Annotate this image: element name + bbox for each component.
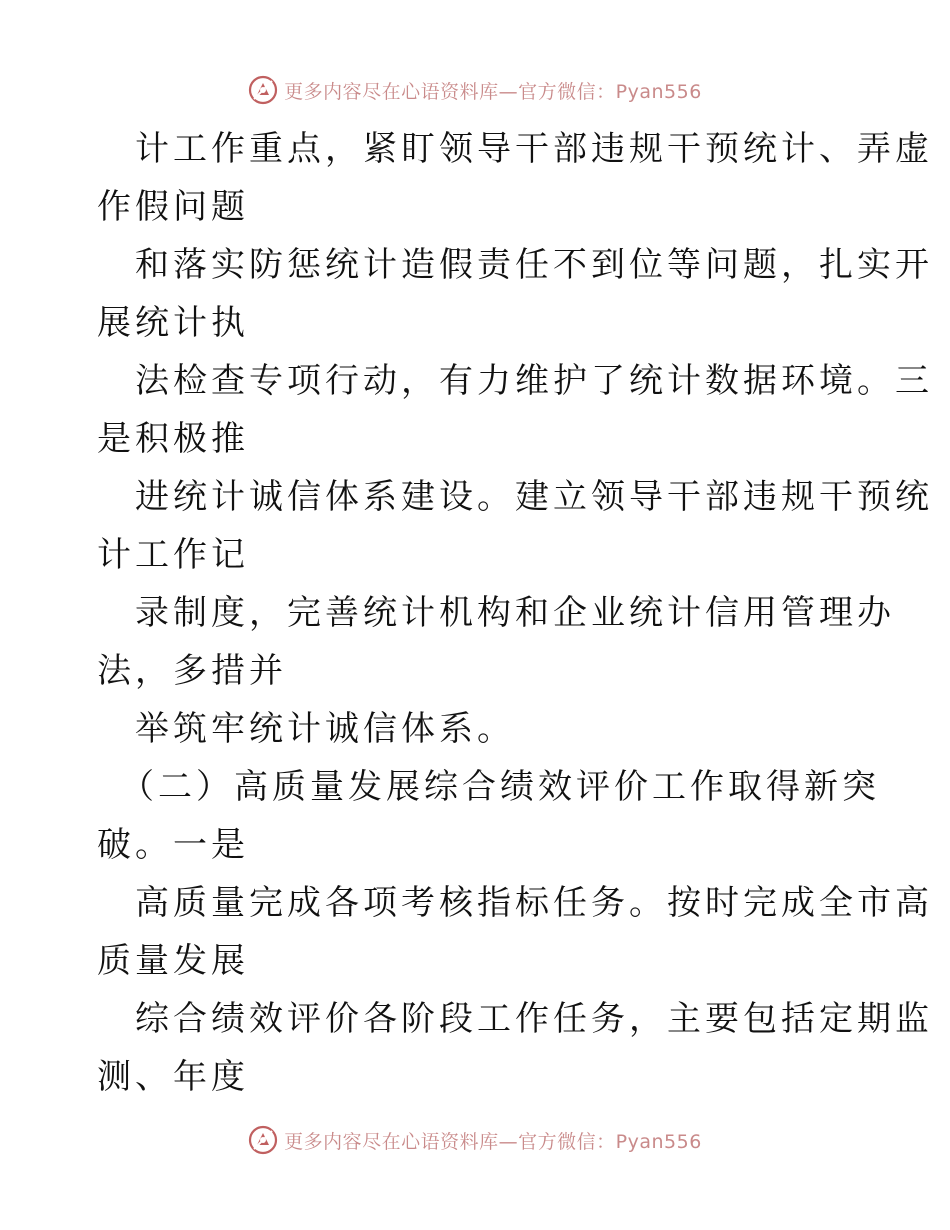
paragraph-4 xyxy=(0,468,950,584)
text-line: 作假问题 xyxy=(97,187,249,227)
text-line: 和落实防惩统计造假责任不到位等问题，扎实开 xyxy=(135,245,933,285)
text-line: 高质量完成各项考核指标任务。按时完成全市高 xyxy=(135,883,933,923)
text-line: 质量发展 xyxy=(97,941,249,981)
paragraph-5 xyxy=(0,584,950,700)
text-line: 录制度，完善统计机构和企业统计信用管理办 xyxy=(135,593,895,633)
paragraph-2 xyxy=(0,236,950,352)
header-watermark-banner xyxy=(0,70,950,110)
text-line: 进统计诚信体系建设。建立领导干部违规干预统 xyxy=(135,477,933,517)
text-line: 计工作记 xyxy=(97,535,249,575)
paragraph-3 xyxy=(0,352,950,468)
text-line: 测、年度 xyxy=(97,1057,249,1097)
text-line: 综合绩效评价各阶段工作任务，主要包括定期监 xyxy=(135,999,933,1039)
text-line: 是积极推 xyxy=(97,419,249,459)
footer-watermark-banner xyxy=(0,1120,950,1160)
text-line: 计工作重点，紧盯领导干部违规干预统计、弄虚 xyxy=(135,129,933,169)
footer-banner-text: 更多内容尽在心语资料库—官方微信：Pyan556 xyxy=(284,1130,702,1153)
document-body xyxy=(0,120,950,1106)
paragraph-1 xyxy=(0,120,950,236)
text-line: （二）高质量发展综合绩效评价工作取得新突 xyxy=(120,767,880,807)
text-line: 破。一是 xyxy=(97,825,249,865)
paragraph-8 xyxy=(0,874,950,990)
text-line: 法，多措并 xyxy=(97,651,287,691)
text-line: 展统计执 xyxy=(97,303,249,343)
logo-icon xyxy=(248,75,278,105)
section-heading-2 xyxy=(0,758,950,874)
paragraph-9 xyxy=(0,990,950,1106)
text-line: 举筑牢统计诚信体系。 xyxy=(135,709,515,749)
text-line: 法检查专项行动，有力维护了统计数据环境。三 xyxy=(135,361,933,401)
paragraph-6 xyxy=(0,700,950,758)
header-banner-text: 更多内容尽在心语资料库—官方微信：Pyan556 xyxy=(284,80,702,103)
logo-icon xyxy=(248,1125,278,1155)
